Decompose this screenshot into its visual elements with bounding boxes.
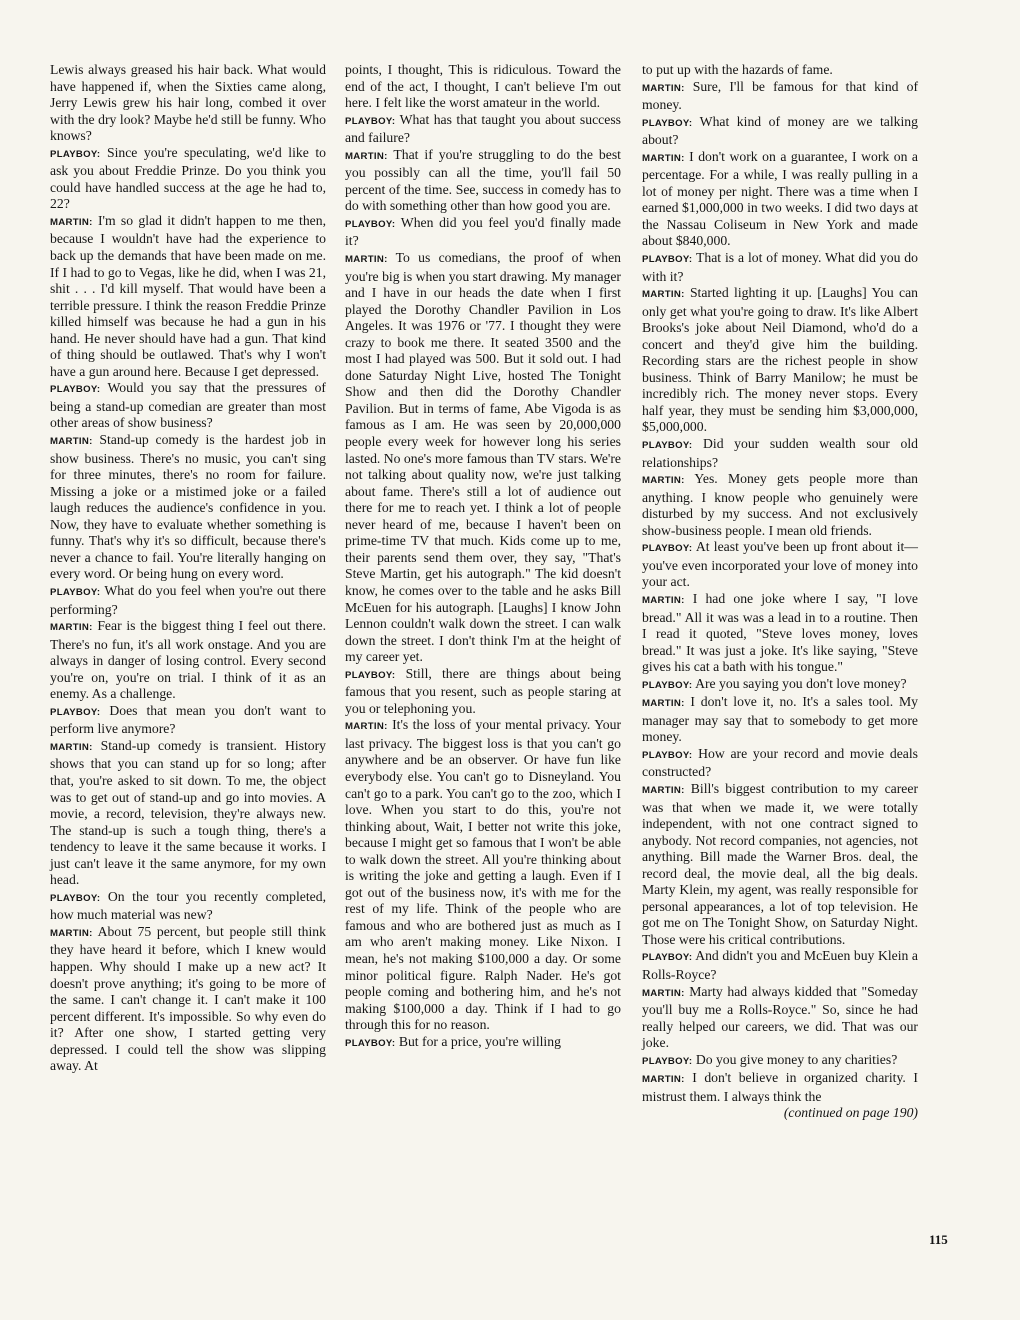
paragraph-text: When did you feel you'd finally made it? [345,214,621,249]
paragraph-text: Stand-up comedy is transient. History shows that you can stand up for so long; after that, you're asked to sit down. To me, the object was to get out of stand-up and go into movies. A movie, a record, television, they're always new. The stand-up is such a tough thing, there's a tendency to leave it the same because it works. I just can't leave it the same anymore, for my own head. [50,737,327,888]
speaker-label: PLAYBOY: [642,952,693,964]
speaker-label: PLAYBOY: [642,440,693,452]
speaker-label: MARTIN: [50,741,93,753]
interview-paragraph [345,1034,621,1053]
interview-paragraph [642,676,918,695]
speaker-label: MARTIN: [50,622,93,634]
paragraph-text: About 75 percent, but people still think they have heard it before, which I knew would happen. Why should I make up a new act? It doesn't prove anything; it's going to be more of the same. I can't change it. I can't make it 100 percent different. It's impossible. So why even do it? After one show, I started getting very depressed. I could tell the show was slipping away. At [50,923,326,1074]
paragraph-text: On the tour you recently completed, how much material was new? [50,888,326,923]
speaker-label: PLAYBOY: [642,679,693,691]
interview-paragraph [345,666,621,718]
paragraph-text: It's the loss of your mental privacy. Your last privacy. The biggest loss is that you can't go anywhere and be an observer. Or have fun like everybody else. You can't go to Disneyland. You can't go to a park. You can't go to the zoo, which I love. When you start to do this, you're not thinking about, Wait, I better not write this joke, because I might get so famous that I won't be able to walk down the street. All you're thinking about is writing the joke and getting a laugh. Even if I got out of the business now, it's with me for the rest of my life. Think of the people who are famous and who are bothered just as much as I am who aren't making money. Like Nixon. I mean, he's not making $100,000 a day. Or some minor political figure. Ralph Nader. He's got people coming and bothering him, and he's not making $100,000 a day. Think if I had to go through this for no reason. [345,717,622,1033]
speaker-label: MARTIN: [50,436,93,448]
speaker-label: PLAYBOY: [50,706,101,718]
interview-paragraph [642,79,918,114]
speaker-label: MARTIN: [642,152,685,164]
speaker-label: MARTIN: [50,927,93,939]
speaker-label: PLAYBOY: [345,115,396,127]
interview-paragraph [345,112,621,147]
paragraph-text: To us comedians, the proof of when you're big is when you start drawing. My manager and I have in our heads the date when I first played the Dorothy Chandler Pavilion in Los Angeles. It was 1976 or '77. I thought they were crazy to book me there. It seated 3500 and the most I had played was 500. But it sold out. I had done Saturday Night Live, hosted The Tonight Show and then did the Dorothy Chandler Pavilion. But in terms of fame, Abe Vigoda is as famous as I am. He was seen by 20,000,000 people every week for however long his series lasted. No one's more famous than TV stars. We're not talking about quality now, we're just talking about fame. There's still a lot of audience out there for me to reach yet. I think a lot of people never heard of me, because I haven't been on prime-time TV that much. Kids come up to me, their parents send them over, they say, "That's Steve Martin, get his autograph." The kid doesn't know, he comes over to the table and he asks Bill McEuen for his autograph. [Laughs] I know John Lennon couldn't walk down the street. I can walk down the street. I don't think I'm at the height of my career yet. [345,250,622,665]
paragraph-text: Still, there are things about being famous that you resent, such as people staring at you or telephoning you. [345,665,621,716]
paragraph-text: Sure, I'll be famous for that kind of money. [642,78,919,113]
interview-paragraph [642,436,918,471]
interview-paragraph [50,145,326,213]
paragraph-text: I don't work on a guarantee, I work on a percentage. For a while, I was really pulling in a lot of money per night. There was a time when I earned $1,000,000 in two weeks. I did two days at the Nassau Coliseum in New York and made about $840,000. [642,148,918,249]
paragraph-text: What do you feel when you're out there performing? [50,582,326,617]
interview-paragraph [50,703,326,738]
interview-paragraph [642,1070,918,1105]
speaker-label: MARTIN: [345,721,388,733]
interview-paragraph [345,250,621,666]
interview-paragraph [642,694,918,746]
paragraph-text: I don't love it, no. It's a sales tool. My manager may say that to somebody to get more money. [642,694,918,745]
paragraph-text: Lewis always greased his hair back. What would have happened if, when the Sixties came along, Jerry Lewis grew his hair long, combed it over with the dry look? Maybe he'd still be funny. Who knows? [50,62,326,144]
paragraph-text: That is a lot of money. What did you do with it? [642,250,918,284]
paragraph-text: Since you're speculating, we'd like to ask you about Freddie Prinze. Do you think you could have handled success at the age he had to, 22? [50,144,326,212]
interview-paragraph [642,539,918,591]
paragraph-text: Yes. Money gets people more than anything. I know people who genuinely were disturbed by my success. And not exclusively show-business people. I mean old friends. [642,471,918,538]
paragraph-text: But for a price, you're willing [398,1033,561,1049]
paragraph-text: Did your sudden wealth sour old relationships? [642,436,918,470]
paragraph-text: Stand-up comedy is the hardest job in show business. There's no music, you can't sing for three minutes, there's no room for failure. Missing a joke or a mistimed joke or a failed laugh reduces the audience's confidence in you. Now, they have to evaluate whether something is funny. That's why it's so difficult, because there's never a chance to fail. You're literally hanging on every word. Or being hung on every word. [50,432,327,582]
interview-paragraph [345,147,621,215]
speaker-label: MARTIN: [642,475,685,487]
speaker-label: PLAYBOY: [642,749,693,761]
paragraph-text: Do you give money to any charities? [695,1051,898,1067]
speaker-label: MARTIN: [345,254,388,266]
speaker-label: MARTIN: [642,594,685,606]
column-2 [345,62,621,1052]
interview-paragraph [50,889,326,924]
paragraph-text: to put up with the hazards of fame. [642,62,833,77]
speaker-label: PLAYBOY: [345,1037,396,1049]
paragraph-text: And didn't you and McEuen buy Klein a Rolls-Royce? [642,948,918,982]
speaker-label: PLAYBOY: [642,1055,693,1067]
paragraph-text: What has that taught you about success and failure? [345,111,621,146]
interview-paragraph [642,948,918,983]
continued-note: (continued on page 190) [783,1105,918,1121]
speaker-label: PLAYBOY: [50,148,101,160]
paragraph-text: At least you've been up front about it—you've even incorporated your love of money into your act. [642,539,918,590]
paragraph-text: Are you saying you don't love money? [695,675,907,691]
interview-paragraph [345,215,621,250]
interview-paragraph [50,738,326,889]
paragraph-text: I don't believe in organized charity. I mistrust them. I always think the [642,1070,918,1104]
paragraph-text: Does that mean you don't want to perform live anymore? [50,702,326,737]
paragraph-text: How are your record and movie deals constructed? [642,745,918,780]
interview-paragraph [642,114,918,149]
paragraph-text: That if you're struggling to do the best you possibly can all the time, you'll fail 50 percent of the time. See, success in comedy has to do with something other than how good you are. [345,146,621,214]
paragraph-text: Bill's biggest contribution to my career was that when we made it, we were totally independent, with not one contract signed to anybody. Not record companies, not agencies, not anything. Bill made the Warner Bros. deal, the record deal, the movie deal, all the big deals. Marty Klein, my agent, was really responsible for personal appearances, a lot of top television. He got me on The Tonight Show, on Saturday Night. Those were his critical contributions. [642,780,918,947]
paragraph-text: Started lighting it up. [Laughs] You can only get what you're going to draw. It's like Albert Brooks's joke about Neil Diamond, who'd do a concert and they'd give him the building. Recording stars are the richest people in show business. Think of Barry Manilow; he must be incredibly rich. The money never stops. Every half year, they must be sending him $3,000,000, $5,000,000. [642,285,919,435]
speaker-label: PLAYBOY: [345,669,396,681]
interview-paragraph [50,432,326,583]
interview-paragraph [50,618,326,703]
speaker-label: PLAYBOY: [50,586,101,598]
speaker-label: MARTIN: [642,289,685,301]
speaker-label: PLAYBOY: [50,384,101,396]
paragraph-text: I'm so glad it didn't happen to me then, because I wouldn't have had the experience to back up the demands that have been made on me. If I had to go to Vegas, like he did, when I was 21, shit . . . I'd kill myself. That would have been a terrible pressure. I think the reason Freddie Prinze killed himself was because he had a gun in his hand. He never should have had a gun. That kind of thing should be outlawed. That's why I won't have a gun around here. Because I get depressed. [50,212,327,379]
interview-paragraph [50,62,326,145]
column-1 [50,62,326,1075]
paragraph-text: Fear is the biggest thing I feel out there. There's no fun, it's all work onstage. And you are always in danger of losing control. Every second you're on, you're on trial. I think of it as an enemy. As a challenge. [50,618,327,702]
speaker-label: MARTIN: [642,784,685,796]
interview-paragraph [642,62,918,79]
speaker-label: PLAYBOY: [642,543,693,555]
interview-paragraph [642,250,918,285]
paragraph-text: I had one joke where I say, "I love bread." All it was was a lead in to a routine. Then I read it quoted, "Steve loves money, loves bread." It was just a joke. It's like saying, "Steve gives his cat a bath with his tongue." [642,590,918,675]
interview-paragraph [642,781,918,948]
interview-paragraph [50,583,326,618]
paragraph-text: Would you say that the pressures of being a stand-up comedian are greater than most other areas of show business? [50,380,326,431]
speaker-label: MARTIN: [642,698,685,710]
speaker-label: PLAYBOY: [642,117,693,129]
page-number: 115 [929,1232,948,1247]
interview-paragraph [642,591,918,676]
interview-paragraph [345,717,621,1033]
speaker-label: MARTIN: [642,1074,685,1086]
interview-paragraph [345,62,621,112]
interview-paragraph [50,380,326,432]
interview-paragraph [642,285,918,436]
column-3 [642,62,918,1122]
paragraph-text: Marty had always kidded that "Someday you'll buy me a Rolls-Royce." So, since he had really helped our careers, we did. That was our joke. [642,983,919,1051]
speaker-label: MARTIN: [642,82,685,94]
speaker-label: PLAYBOY: [642,254,693,266]
interview-paragraph [642,471,918,539]
speaker-label: MARTIN: [50,216,93,228]
interview-paragraph [642,984,918,1052]
interview-paragraph [642,1052,918,1071]
speaker-label: PLAYBOY: [50,892,101,904]
speaker-label: MARTIN: [345,150,388,162]
interview-paragraph [642,149,918,250]
speaker-label: PLAYBOY: [345,218,396,230]
interview-paragraph [642,746,918,781]
speaker-label: MARTIN: [642,987,685,999]
paragraph-text: What kind of money are we talking about? [642,113,918,148]
paragraph-text: points, I thought, This is ridiculous. Toward the end of the act, I thought, I can't believe I'm out here. I felt like the worst amateur in the world. [345,62,621,111]
interview-paragraph [50,213,326,380]
interview-paragraph [50,924,326,1075]
